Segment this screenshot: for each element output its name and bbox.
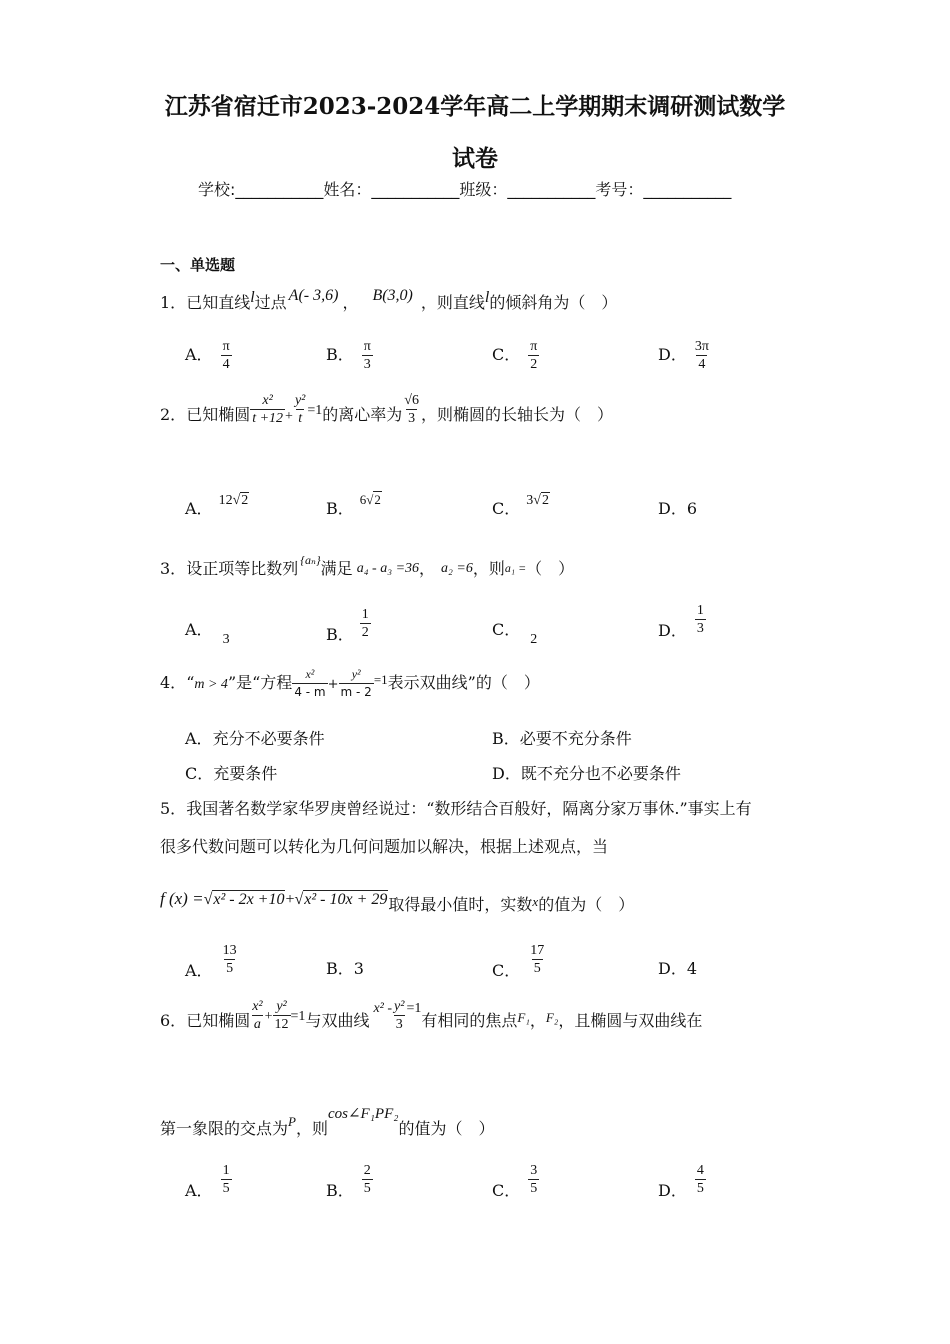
q6-option-b[interactable]: B． $\frac{2}{5}$ xyxy=(326,1163,371,1200)
q3-option-d[interactable]: D． $\frac{1}{3}$ xyxy=(658,603,704,640)
q4-number: 4． xyxy=(160,673,187,692)
question-1: 1．已知直线l过点 A(- 3,6) ， B(3,0) ，则直线l的倾斜角为（ ） xyxy=(160,287,618,312)
q1-option-d[interactable]: D． $\frac{3\pi}{4}$ xyxy=(658,339,709,372)
student-info-line: 学校:___________姓名：___________班级：___________考号：___________ xyxy=(198,180,732,199)
q3-number: 3． xyxy=(160,559,187,578)
q2-option-a[interactable]: A． 12√2 xyxy=(185,493,249,518)
q6-option-a[interactable]: A． $\frac{1}{5}$ xyxy=(185,1163,230,1200)
q4-option-c[interactable]: C．充要条件 xyxy=(185,764,278,783)
question-6-line2: 第一象限的交点为$_P$，则cos∠F₁PF₂的值为（ ） xyxy=(160,1106,495,1138)
q1-option-a[interactable]: A． $\frac{\pi}{4}$ xyxy=(185,339,230,372)
q2-option-c[interactable]: C． 3√2 xyxy=(492,493,549,518)
question-5-line3: f (x) =√x² - 2x +10+√x² - 10x + 29取得最小值时，实数x的值为（ ） xyxy=(160,889,635,914)
q4-option-d[interactable]: D．既不充分也不必要条件 xyxy=(492,764,681,783)
q4-option-a[interactable]: A．充分不必要条件 xyxy=(185,729,325,748)
q3-option-c[interactable]: C．2 xyxy=(492,620,538,647)
q3-option-b[interactable]: B． $\frac{1}{2}$ xyxy=(326,607,369,644)
q5-number: 5． xyxy=(160,799,187,818)
q2-number: 2． xyxy=(160,405,187,424)
question-3: 3．设正项等比数列 $^{\{a_n\}}$满足 a₄ - a₃ =36， a₂ =6，则a₁ =（ ） xyxy=(160,553,575,578)
q5-option-a[interactable]: A． $\frac{13}{5}$ xyxy=(185,943,237,980)
question-2: 2．已知椭圆 $\frac{\text{x²}}{t +12}$ + $\frac{\text{y²}}{t}$ =1的离心率为 $\frac{√6}{3}$ ，则椭圆的长轴长为（ ） xyxy=(160,393,613,426)
q1-number: 1． xyxy=(160,293,187,312)
q4-option-b[interactable]: B．必要不充分条件 xyxy=(492,729,632,748)
question-5-line2: 很多代数问题可以转化为几何问题加以解决，根据上述观点，当 xyxy=(160,837,609,856)
question-5-line1: 5．我国著名数学家华罗庚曾经说过：“数形结合百般好，隔离分家万事休.”事实上有 xyxy=(160,799,752,818)
q3-option-a[interactable]: A．3 xyxy=(185,620,230,647)
point-b: B(3,0) xyxy=(372,287,413,304)
q5-option-c[interactable]: C． $\frac{17}{5}$ xyxy=(492,943,545,980)
section-heading: 一、单选题 xyxy=(160,256,236,274)
q2-option-b[interactable]: B． 6√2 xyxy=(326,492,381,518)
q1-option-b[interactable]: B． $\frac{\pi}{3}$ xyxy=(326,339,371,372)
q5-option-d[interactable]: D．4 xyxy=(658,959,698,978)
doc-title-line2: 试卷 xyxy=(452,145,498,172)
point-a: A(- 3,6) xyxy=(288,287,339,304)
question-4: 4．“m > 4”是“方程 $\frac{\text{x²}}{4 - m}$ + $\frac{\text{y²}}{m - 2}$ $^{=1}$表示双曲线”的（ ） xyxy=(160,667,540,699)
q6-option-c[interactable]: C． $\frac{3}{5}$ xyxy=(492,1163,538,1200)
q6-option-d[interactable]: D． $\frac{4}{5}$ xyxy=(658,1163,704,1200)
q1-option-c[interactable]: C． $\frac{\pi}{2}$ xyxy=(492,339,538,372)
doc-title-line1: 江苏省宿迁市2023-2024学年高二上学期期末调研测试数学 xyxy=(164,93,786,120)
q2-option-d[interactable]: D．6 xyxy=(658,499,698,518)
question-6-line1: 6．已知椭圆 $\frac{\text{x²}}{a}$ + $\frac{\text{y²}}{12}$ =1与双曲线x² - $\frac{\text{y²}}{3}$ =1有相同的焦点$^{F_1}$，$^{F_2}$，且椭圆与双曲线在 xyxy=(160,999,703,1032)
q5-option-b[interactable]: B．3 xyxy=(326,959,364,978)
q6-number: 6． xyxy=(160,1011,187,1030)
